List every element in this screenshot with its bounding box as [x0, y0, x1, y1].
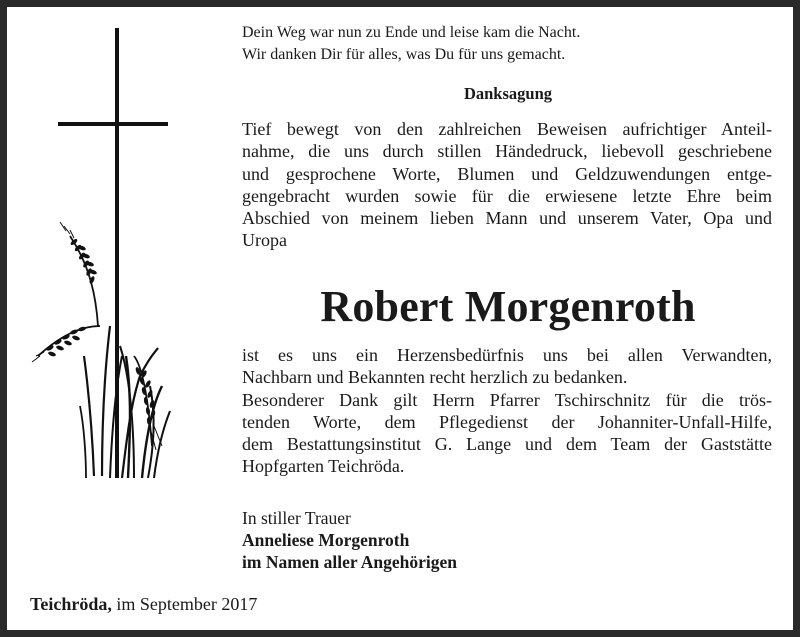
signature-intro: In stiller Trauer [242, 508, 351, 528]
signature-block [242, 507, 457, 573]
footer-place: Teichröda, [30, 594, 112, 614]
special-thanks-paragraph [242, 389, 772, 478]
cross-with-wheat-icon [30, 26, 180, 481]
paragraph-line: Hopfgarten Teichröda. [242, 456, 405, 477]
paragraph-line: und gesprochene Worte, Blumen und Geldzuwendungen entge- [242, 163, 772, 184]
place-and-date [30, 593, 257, 615]
paragraph-line: nahme, die uns durch stillen Händedruck, liebevoll geschriebene [242, 141, 772, 162]
paragraph-line: Besonderer Dank gilt Herrn Pfarrer Tschirschnitz für die trös- [242, 389, 772, 410]
paragraph-line: tenden Worte, dem Pflegedienst der Johanniter-Unfall-Hilfe, [242, 411, 772, 432]
gratitude-paragraph [242, 344, 772, 389]
paragraph-line: Uropa [242, 230, 287, 251]
paragraph-line: dem Bestattungsinstitut G. Lange und dem Team der Gaststätte [242, 434, 772, 455]
poem-line: Wir danken Dir für alles, was Du für uns gemacht. [242, 46, 566, 63]
main-text-column [242, 22, 772, 252]
paragraph-line: Tief bewegt von den zahlreichen Beweisen aufrichtiger Anteil- [242, 119, 772, 139]
thanks-continuation [242, 344, 772, 478]
deceased-name: Robert Morgenroth [320, 282, 696, 331]
thanks-paragraph [242, 118, 772, 252]
poem [242, 22, 772, 66]
poem-line: Dein Weg war nun zu Ende und leise kam die Nacht. [242, 24, 581, 41]
signature-name: Anneliese Morgenroth [242, 530, 410, 550]
footer-date: im September 2017 [111, 594, 258, 614]
paragraph-line: ist es uns ein Herzensbedürfnis uns bei allen Verwandten, [242, 345, 772, 365]
signature-family: im Namen aller Angehörigen [242, 552, 458, 572]
heading-danksagung: Danksagung [463, 84, 553, 103]
paragraph-line: gengebracht wurden sowie für die erwiesene letzte Ehre beim [242, 185, 772, 206]
paragraph-line: Nachbarn und Bekannten recht herzlich zu bedanken. [242, 367, 628, 388]
paragraph-line: Abschied von meinem lieben Mann und unserem Vater, Opa und [242, 208, 772, 229]
